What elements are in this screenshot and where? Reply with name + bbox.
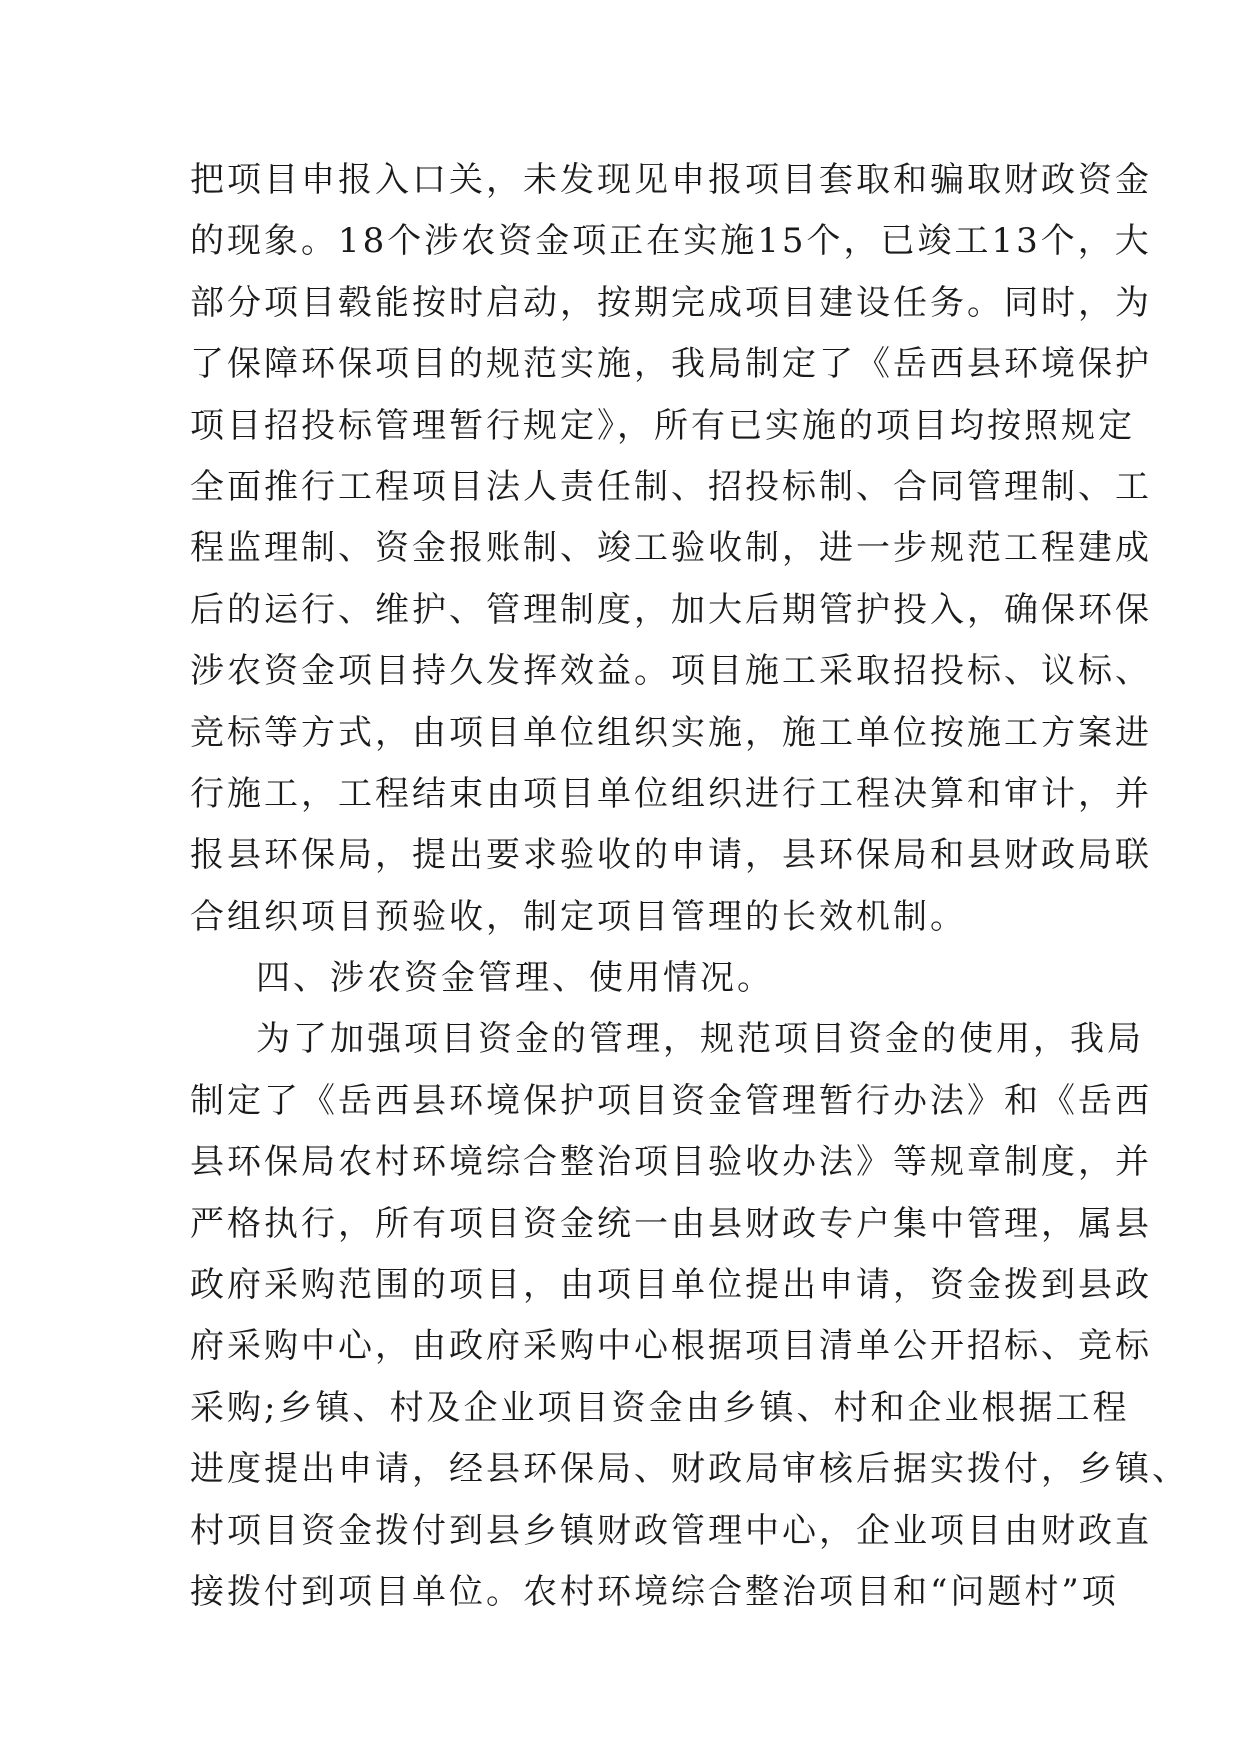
text-line: 了保障环保项目的规范实施，我局制定了《岳西县环境保护 (190, 344, 1152, 385)
text-line: 全面推行工程项目法人责任制、招投标制、合同管理制、工 (190, 466, 1152, 507)
paragraph-start-line: 为了加强项目资金的管理，规范项目资金的使用，我局 (256, 1019, 1144, 1060)
text-line: 政府采购范围的项目，由项目单位提出申请，资金拨到县政 (190, 1265, 1152, 1306)
text-line: 进度提出申请，经县环保局、财政局审核后据实拨付，乡镇、 (190, 1449, 1189, 1490)
text-line: 合组织项目预验收，制定项目管理的长效机制。 (190, 896, 967, 937)
text-line: 县环保局农村环境综合整治项目验收办法》等规章制度，并 (190, 1142, 1152, 1183)
text-line: 程监理制、资金报账制、竣工验收制，进一步规范工程建成 (190, 528, 1152, 569)
body-text (190, 160, 1189, 1633)
text-line: 制定了《岳西县环境保护项目资金管理暂行办法》和《岳西 (190, 1080, 1152, 1121)
text-line: 竞标等方式，由项目单位组织实施，施工单位按施工方案进 (190, 712, 1152, 753)
text-line: 涉农资金项目持久发挥效益。项目施工采取招投标、议标、 (190, 651, 1152, 692)
text-line: 行施工，工程结束由项目单位组织进行工程决算和审计，并 (190, 773, 1152, 814)
text-line: 的现象。18个涉农资金项正在实施15个，已竣工13个，大 (190, 221, 1152, 262)
text-line: 后的运行、维护、管理制度，加大后期管护投入，确保环保 (190, 589, 1152, 630)
text-line: 严格执行，所有项目资金统一由县财政专户集中管理，属县 (190, 1203, 1152, 1244)
text-line: 项目招投标管理暂行规定》，所有已实施的项目均按照规定 (190, 405, 1135, 446)
section-heading: 四、涉农资金管理、使用情况。 (256, 958, 774, 999)
text-line: 采购;乡镇、村及企业项目资金由乡镇、村和企业根据工程 (190, 1387, 1130, 1428)
text-line: 部分项目毂能按时启动，按期完成项目建设任务。同时，为 (190, 282, 1152, 323)
text-line: 接拨付到项目单位。农村环境综合整治项目和“问题村”项 (190, 1571, 1119, 1612)
text-line: 村项目资金拨付到县乡镇财政管理中心，企业项目由财政直 (190, 1510, 1152, 1551)
text-line: 把项目申报入口关，未发现见申报项目套取和骗取财政资金 (190, 160, 1152, 200)
text-line: 府采购中心，由政府采购中心根据项目清单公开招标、竞标 (190, 1326, 1152, 1367)
text-line: 报县环保局，提出要求验收的申请，县环保局和县财政局联 (190, 835, 1152, 876)
